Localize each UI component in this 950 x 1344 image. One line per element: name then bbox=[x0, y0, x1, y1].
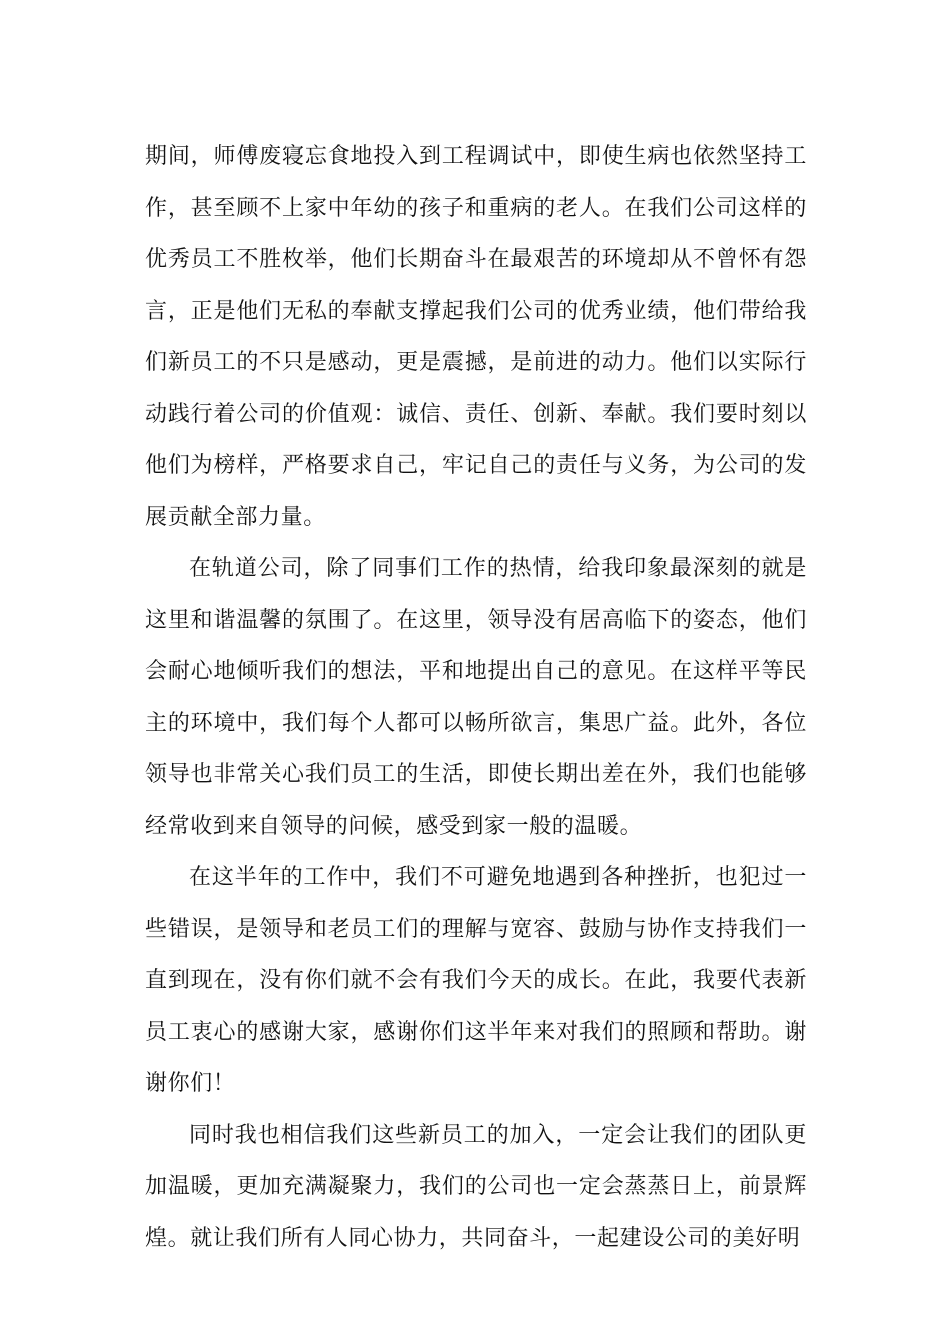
paragraph-company-atmosphere: 在轨道公司，除了同事们工作的热情，给我印象最深刻的就是这里和谐温馨的氛围了。在这里，领导没有居高临下的姿态，他们会耐心地倾听我们的想法，平和地提出自己的意见。在这样平等民主的环境中，我们每个人都可以畅所欲言，集思广益。此外，各位领导也非常关心我们员工的生活，即使长期出差在外，我们也能够经常收到来自领导的问候，感受到家一般的温暖。 bbox=[145, 556, 807, 839]
paragraph-continuation: 期间，师傅废寝忘食地投入到工程调试中，即使生病也依然坚持工作，甚至顾不上家中年幼的孩子和重病的老人。在我们公司这样的优秀员工不胜枚举，他们长期奋斗在最艰苦的环境却从不曾怀有怨言，正是他们无私的奉献支撑起我们公司的优秀业绩，他们带给我们新员工的不只是感动，更是震撼，是前进的动力。他们以实际行动践行着公司的价值观：诚信、责任、创新、奉献。我们要时刻以他们为榜样，严格要求自己，牢记自己的责任与义务，为公司的发展贡献全部力量。 bbox=[145, 144, 807, 530]
document-body bbox=[145, 131, 807, 1264]
paragraph-gratitude: 在这半年的工作中，我们不可避免地遇到各种挫折，也犯过一些错误，是领导和老员工们的理解与宽容、鼓励与协作支持我们一直到现在，没有你们就不会有我们今天的成长。在此，我要代表新员工衷心的感谢大家，感谢你们这半年来对我们的照顾和帮助。谢谢你们！ bbox=[145, 865, 807, 1096]
paragraph-future: 同时我也相信我们这些新员工的加入，一定会让我们的团队更加温暖，更加充满凝聚力，我们的公司也一定会蒸蒸日上，前景辉煌。就让我们所有人同心协力，共同奋斗，一起建设公司的美好明 bbox=[145, 1122, 807, 1251]
